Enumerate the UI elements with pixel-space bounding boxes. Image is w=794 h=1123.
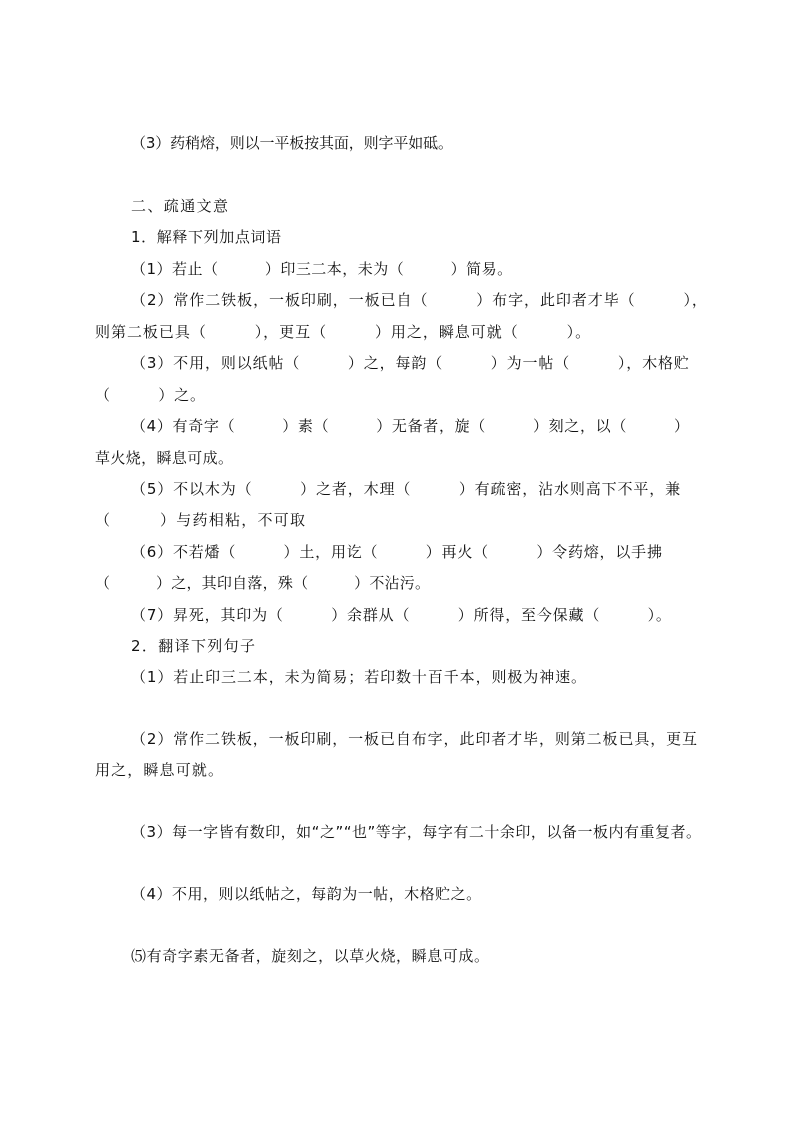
- line-text: （3）药稍熔，则以一平板按其面，则字平如砥。: [131, 134, 453, 152]
- line-text: （6）不若燔（ ）土，用讫（ ）再火（ ）令药熔，以手拂: [131, 543, 663, 561]
- subsection-heading: [131, 227, 282, 247]
- sentence-line: [131, 884, 482, 904]
- sentence-line: [95, 760, 224, 780]
- question-line: [95, 322, 591, 342]
- subsection-heading: [131, 636, 256, 656]
- question-line: [131, 605, 672, 625]
- line-text: 则第二板已具（ ），更互（ ）用之，瞬息可就（ ）。: [95, 323, 592, 341]
- line-text: 二、疏通文意: [131, 197, 230, 215]
- line-text: （3）不用，则以纸帖（ ）之，每韵（ ）为一帖（ ），木格贮: [131, 354, 690, 372]
- line-text: （1）若止印三二本，未为简易；若印数十百千本，则极为神速。: [131, 668, 587, 686]
- line-text: （2）常作二铁板，一板印刷，一板已自（ ）布字，此印者才毕（ ），: [131, 291, 708, 309]
- line-text: 草火烧，瞬息可成。: [95, 449, 234, 467]
- line-text: （1）若止（ ）印三二本，未为（ ）简易。: [131, 260, 513, 278]
- question-line: [131, 542, 663, 562]
- line-text: （4）有奇字（ ）素（ ）无备者，旋（ ）刻之，以（ ）: [131, 417, 690, 435]
- line-text: ⑸有奇字素无备者，旋刻之，以草火烧，瞬息可成。: [131, 947, 490, 965]
- sentence-line: [131, 729, 698, 749]
- line-text: （ ）与药相粘，不可取: [95, 511, 307, 529]
- line-text: （3）每一字皆有数印，如“之”“也”等字，每字有二十余印，以备一板内有重复者。: [131, 823, 702, 841]
- question-line: [131, 259, 513, 279]
- line-text: （2）常作二铁板，一板印刷，一板已自布字，此印者才毕，则第二板已具，更互: [131, 730, 698, 748]
- sentence-line: [131, 667, 587, 687]
- question-line: [95, 573, 430, 593]
- line-text: （7）昇死，其印为（ ）余群从（ ）所得，至今保藏（ ）。: [131, 606, 672, 624]
- text-line: [131, 133, 453, 153]
- line-text: 2．翻译下列句子: [131, 637, 257, 655]
- question-line: [131, 353, 690, 373]
- line-text: （ ）之。: [95, 386, 206, 404]
- line-text: （ ）之，其印自落，殊（ ）不沾污。: [95, 574, 431, 592]
- line-text: 用之，瞬息可就。: [95, 761, 225, 779]
- question-line: [131, 479, 681, 499]
- question-line: [131, 416, 690, 436]
- question-line: [95, 510, 306, 530]
- question-line: [95, 385, 206, 405]
- line-text: （4）不用，则以纸帖之，每韵为一帖，木格贮之。: [131, 885, 482, 903]
- line-text: 1．解释下列加点词语: [131, 228, 282, 246]
- sentence-line: [131, 822, 702, 842]
- question-line: [131, 290, 708, 310]
- sentence-line: [131, 946, 490, 966]
- line-text: （5）不以木为（ ）之者，木理（ ）有疏密，沾水则高下不平，兼: [131, 480, 681, 498]
- question-line: [95, 448, 233, 468]
- section-heading: [131, 196, 229, 216]
